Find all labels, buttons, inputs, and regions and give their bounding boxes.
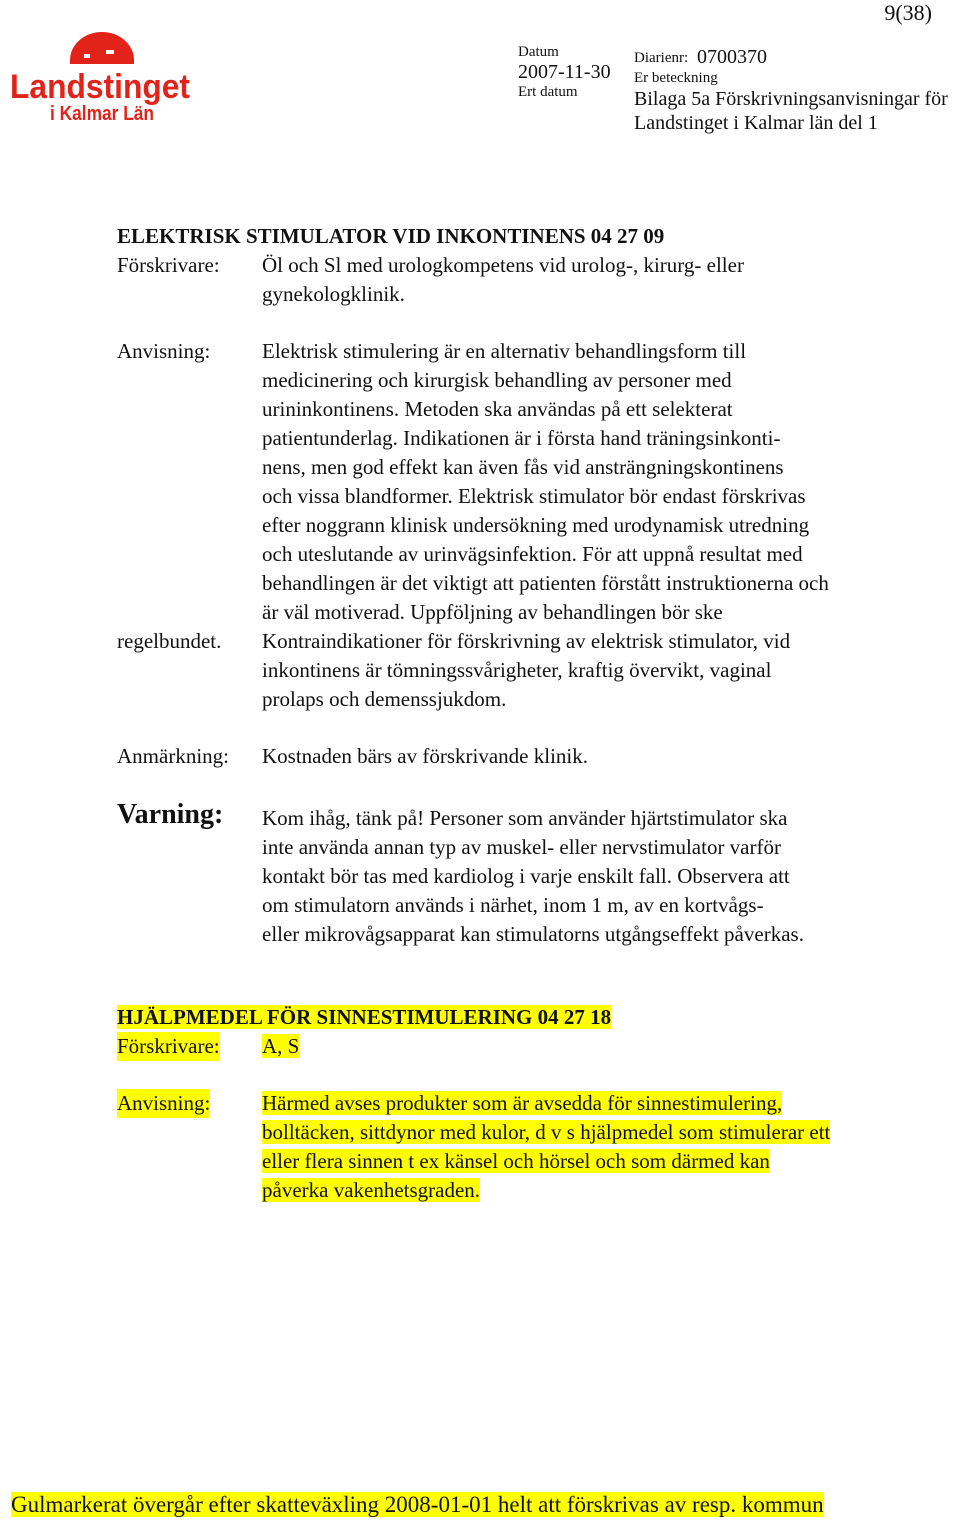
instruction-line: bolltäcken, sittdynor med kulor, d v s hjälpmedel som stimulerar ett (262, 1120, 831, 1144)
instruction-line: patientunderlag. Indikationen är i första hand träningsinkonti- (262, 426, 781, 450)
instruction-line: medicinering och kirurgisk behandling av personer med (262, 368, 732, 392)
instruction-label: Anvisning: (117, 339, 211, 363)
diary-value: 0700370 (697, 46, 767, 68)
instruction-line: Kontraindikationer för förskrivning av elektrisk stimulator, vid (262, 629, 791, 653)
instruction-line: nens, men god effekt kan även fås vid ansträngningskontinens (262, 455, 784, 479)
warning-row (117, 799, 947, 949)
footer-note: Gulmarkerat övergår efter skatteväxling 2008-01-01 helt att förskrivas av resp. kommun (11, 1492, 824, 1517)
warning-line: inte använda annan typ av muskel- eller nervstimulator varför (262, 835, 781, 859)
instruction-line: och vissa blandformer. Elektrisk stimulator bör endast förskrivas (262, 484, 806, 508)
instruction-line: behandlingen är det viktigt att patienten förstått instruktionerna och (262, 571, 829, 595)
remark-row (117, 742, 947, 771)
prescriber-label: Förskrivare: (117, 253, 220, 277)
date-value: 2007-11-30 (518, 61, 611, 83)
instruction-line: och uteslutande av urinvägsinfektion. För att uppnå resultat med (262, 542, 803, 566)
instruction-line: Härmed avses produkter som är avsedda för sinnestimulering, (262, 1091, 783, 1115)
section-electric-stimulator (117, 222, 947, 949)
prescriber-row (117, 1032, 947, 1061)
prescriber-row (117, 251, 947, 309)
prescriber-label: Förskrivare: (117, 1032, 220, 1061)
instruction-line: är väl motiverad. Uppföljning av behandlingen bör ske (262, 600, 723, 624)
instruction-line: Elektrisk stimulering är en alternativ behandlingsform till (262, 339, 747, 363)
document-title-line2: Landstinget i Kalmar län del 1 (634, 112, 878, 134)
warning-line: Kom ihåg, tänk på! Personer som använder hjärtstimulator ska (262, 806, 788, 830)
warning-line: eller mikrovågsapparat kan stimulatorns utgångseffekt påverkas. (262, 922, 804, 946)
remark-text: Kostnaden bärs av förskrivande klinik. (262, 744, 589, 768)
prescriber-value: A, S (262, 1034, 300, 1058)
instruction-line: eller flera sinnen t ex känsel och hörsel och som därmed kan (262, 1149, 770, 1173)
section-sensory-stimulation (117, 1003, 947, 1205)
prescriber-line: gynekologklinik. (262, 282, 405, 306)
their-date-label: Ert datum (518, 84, 578, 100)
instruction-line: påverka vakenhetsgraden. (262, 1178, 481, 1202)
document-title-line1: Bilaga 5a Förskrivningsanvisningar för (634, 88, 948, 110)
orphan-word: regelbundet. (117, 629, 222, 653)
warning-line: kontakt bör tas med kardiolog i varje enskilt fall. Observera att (262, 864, 790, 888)
diary-label: Diarienr: (634, 50, 689, 66)
landstinget-logo (8, 28, 193, 128)
instruction-line: prolaps och demenssjukdom. (262, 687, 507, 711)
warning-label: Varning: (117, 799, 224, 830)
their-ref-label: Er beteckning (634, 70, 718, 86)
remark-label: Anmärkning: (117, 744, 229, 768)
instruction-line: inkontinens är tömningssvårigheter, kraftig övervikt, vaginal (262, 658, 772, 682)
logo-subline: i Kalmar Län (50, 103, 154, 125)
warning-line: om stimulatorn används i närhet, inom 1 m, av en kortvågs- (262, 893, 764, 917)
logo-wordmark: Landstinget (10, 68, 190, 106)
instruction-row (117, 337, 947, 714)
section-heading: HJÄLPMEDEL FÖR SINNESTIMULERING 04 27 18 (117, 1005, 612, 1029)
date-label: Datum (518, 44, 559, 60)
instruction-row (117, 1089, 947, 1205)
page-number: 9(38) (884, 0, 932, 25)
section-heading: ELEKTRISK STIMULATOR VID INKONTINENS 04 27 09 (117, 224, 665, 248)
instruction-line: urininkontinens. Metoden ska användas på ett selekterat (262, 397, 733, 421)
instruction-line: efter noggrann klinisk undersökning med urodynamisk utredning (262, 513, 810, 537)
instruction-label: Anvisning: (117, 1089, 210, 1118)
prescriber-line: Öl och Sl med urologkompetens vid urolog-, kirurg- eller (262, 253, 744, 277)
